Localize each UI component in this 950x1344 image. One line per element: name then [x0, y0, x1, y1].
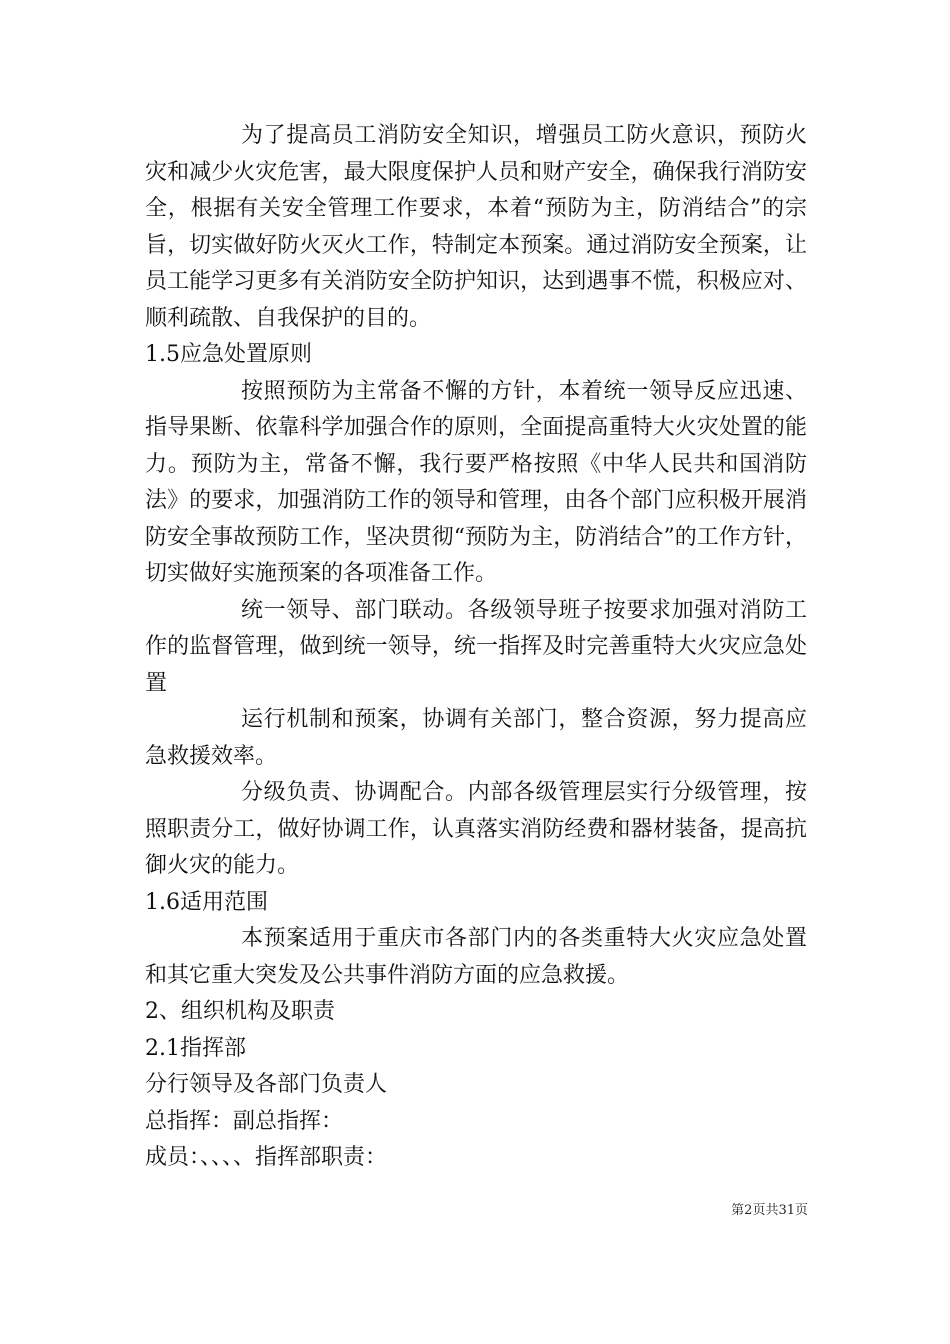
- paragraph-scope: 本预案适用于重庆市各部门内的各类重特大火灾应急处置和其它重大突发及公共事件消防方面的应急救援。: [145, 926, 807, 988]
- section-heading-1-6: 1.6适用范围: [145, 889, 268, 915]
- paragraph-graded-responsibility: 分级负责、协调配合。内部各级管理层实行分级管理，按照职责分工，做好协调工作，认真落实消防经费和器材装备，提高抗御火灾的能力。: [145, 780, 807, 878]
- paragraph-operation-mechanism: 运行机制和预案，协调有关部门，整合资源，努力提高应急救援效率。: [145, 707, 807, 769]
- section-heading-1-5: 1.5应急处置原则: [145, 342, 312, 367]
- document-body: [145, 118, 807, 1177]
- paragraph-unified-leadership: 统一领导、部门联动。各级领导班子按要求加强对消防工作的监督管理，做到统一领导，统一指挥及时完善重特大火灾应急处置: [145, 597, 807, 696]
- paragraph-purpose: 为了提高员工消防安全知识，增强员工防火意识，预防火灾和减少火灾危害，最大限度保护人员和财产安全，确保我行消防安全，根据有关安全管理工作要求，本着“预防为主，防消结合”的宗旨，切实做好防火灭火工作，特制定本预案。通过消防安全预案，让员工能学习更多有关消防安全防护知识，达到遇事不慌，积极应对、顺利疏散、自我保护的目的。: [145, 123, 807, 331]
- section-heading-2-1: 2.1指挥部: [145, 1035, 246, 1061]
- paragraph-principles: 按照预防为主常备不懈的方针，本着统一领导反应迅速、指导果断、依靠科学加强合作的原则，全面提高重特大火灾处置的能力。预防为主，常备不懈，我行要严格按照《中华人民共和国消防法》的要求，加强消防工作的领导和管理，由各个部门应积极开展消防安全事故预防工作，坚决贯彻“预防为主，防消结合”的工作方针，切实做好实施预案的各项准备工作。: [145, 378, 807, 586]
- section-heading-2: 2、组织机构及职责: [145, 999, 335, 1024]
- line-commanders: 总指挥：副总指挥：: [145, 1108, 344, 1134]
- line-branch-leaders: 分行领导及各部门负责人: [145, 1072, 388, 1097]
- line-members: 成员：、、、、指挥部职责：: [145, 1145, 388, 1170]
- page-number-footer: 第2页共31页: [731, 1203, 808, 1218]
